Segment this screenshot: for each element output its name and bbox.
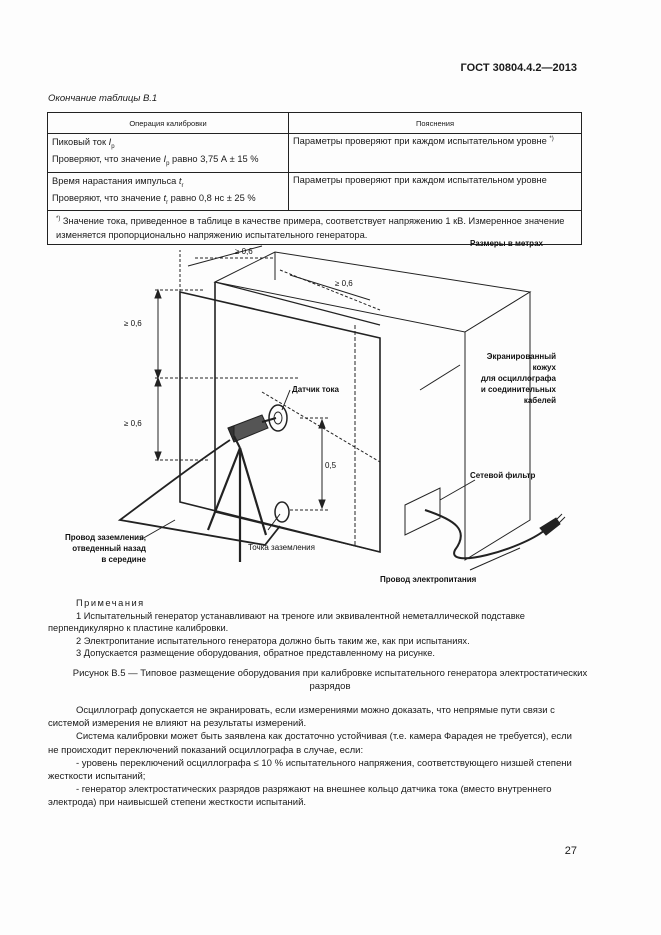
operation-cell — [48, 172, 289, 211]
table-row — [48, 172, 582, 211]
label-ground-point: Точка заземления — [248, 543, 315, 552]
text: Проверяют, что значение — [52, 153, 164, 164]
column-header-operation: Операция калибровки — [48, 113, 289, 134]
note-item: 1 Испытательный генератор устанавливают на треноге или эквивалентной неметаллической подставке перпендикулярно к пластине калибровки. — [48, 610, 525, 633]
paragraph: - уровень переключений осциллографа ≤ 10 % испытательного напряжения, соответствующего низшей степени жесткости испытаний; — [48, 757, 572, 783]
subscript: p — [166, 160, 170, 167]
symbol: t — [178, 175, 182, 186]
paragraph: Осциллограф допускается не экранировать, если измерениями можно доказать, что непрямые пути связи с системой измерения не влияют на результаты измерений. — [48, 705, 555, 730]
label-shield: для осциллографа — [480, 374, 556, 383]
symbol: I — [163, 153, 167, 164]
label-shield: и соединительных — [480, 385, 556, 394]
dim-depth: ≥ 0,6 — [335, 279, 353, 288]
paragraph: Система калибровки может быть заявлена как достаточно устойчивая (т.е. камера Фарадея не требуется), если не происходит переключений показаний осциллографа в случае, если: — [48, 731, 572, 756]
calibration-setup-figure — [0, 230, 661, 595]
text: Проверяют, что значение — [52, 192, 164, 203]
label-shield: Экранированный — [486, 352, 556, 361]
label-ground: в середине — [101, 555, 146, 564]
footnote-mark: *) — [56, 216, 61, 223]
note-item: 2 Электропитание испытательного генератора должно быть таким же, как при испытаниях. — [76, 635, 470, 646]
figure-notes — [48, 597, 588, 660]
symbol: t — [163, 192, 167, 203]
text: Параметры проверяют при каждом испытательном уровне — [293, 136, 550, 147]
standard-number: ГОСТ 30804.4.2—2013 — [460, 62, 577, 74]
notes-header: Примечания — [76, 598, 145, 608]
dim-width: ≥ 0,6 — [235, 247, 253, 256]
label-ground: отведенный назад — [72, 544, 146, 553]
column-header-explanation: Пояснения — [289, 113, 582, 134]
explanation-cell — [289, 172, 582, 211]
text: Пиковый ток — [52, 137, 109, 147]
footnote-mark: *) — [549, 136, 554, 142]
table-row — [48, 134, 582, 173]
subscript: r — [181, 182, 184, 189]
note-item: 3 Допускается размещение оборудования, обратное представленному на рисунке. — [76, 648, 435, 658]
label-sensor: Датчик тока — [292, 385, 340, 394]
label-power: Провод электропитания — [380, 575, 477, 584]
subscript: p — [111, 143, 115, 150]
dim-probe: 0,5 — [325, 461, 337, 470]
operation-cell — [48, 134, 289, 173]
dim-height-top: ≥ 0,6 — [124, 319, 142, 328]
explanation-cell — [289, 134, 582, 173]
dim-height-bottom: ≥ 0,6 — [124, 419, 142, 428]
label-shield: кабелей — [523, 396, 556, 405]
text: равно 3,75 А ± 15 % — [169, 153, 259, 164]
label-shield: кожух — [532, 363, 556, 372]
subscript: r — [166, 199, 169, 206]
page-number: 27 — [564, 845, 577, 857]
table-caption: Окончание таблицы В.1 — [48, 93, 158, 104]
label-ground: Провод заземления, — [64, 533, 146, 542]
label-filter: Сетевой фильтр — [470, 471, 536, 480]
text: Параметры проверяют при каждом испытательном уровне — [293, 174, 547, 185]
calibration-table — [47, 112, 582, 245]
units-note: Размеры в метрах — [470, 239, 543, 248]
footnote-text: Значение тока, приведенное в таблице в качестве примера, соответствует напряжению 1 кВ. Измеренное значение изменяется пропорционально напряжению испытательного генератора. — [56, 216, 565, 240]
table-header-row — [48, 113, 582, 134]
figure-caption: Рисунок В.5 — Типовое размещение оборудования при калибровке испытательного генератора электростатических разрядов — [72, 668, 588, 692]
symbol: I — [108, 137, 112, 147]
paragraph: - генератор электростатических разрядов разряжают на внешнее кольцо датчика тока (вместо внутреннего электрода) при наивысшей степени жесткости испытаний. — [48, 784, 552, 809]
body-text — [48, 704, 584, 810]
text: Время нарастания импульса — [52, 175, 179, 186]
text: равно 0,8 нс ± 25 % — [168, 192, 256, 203]
